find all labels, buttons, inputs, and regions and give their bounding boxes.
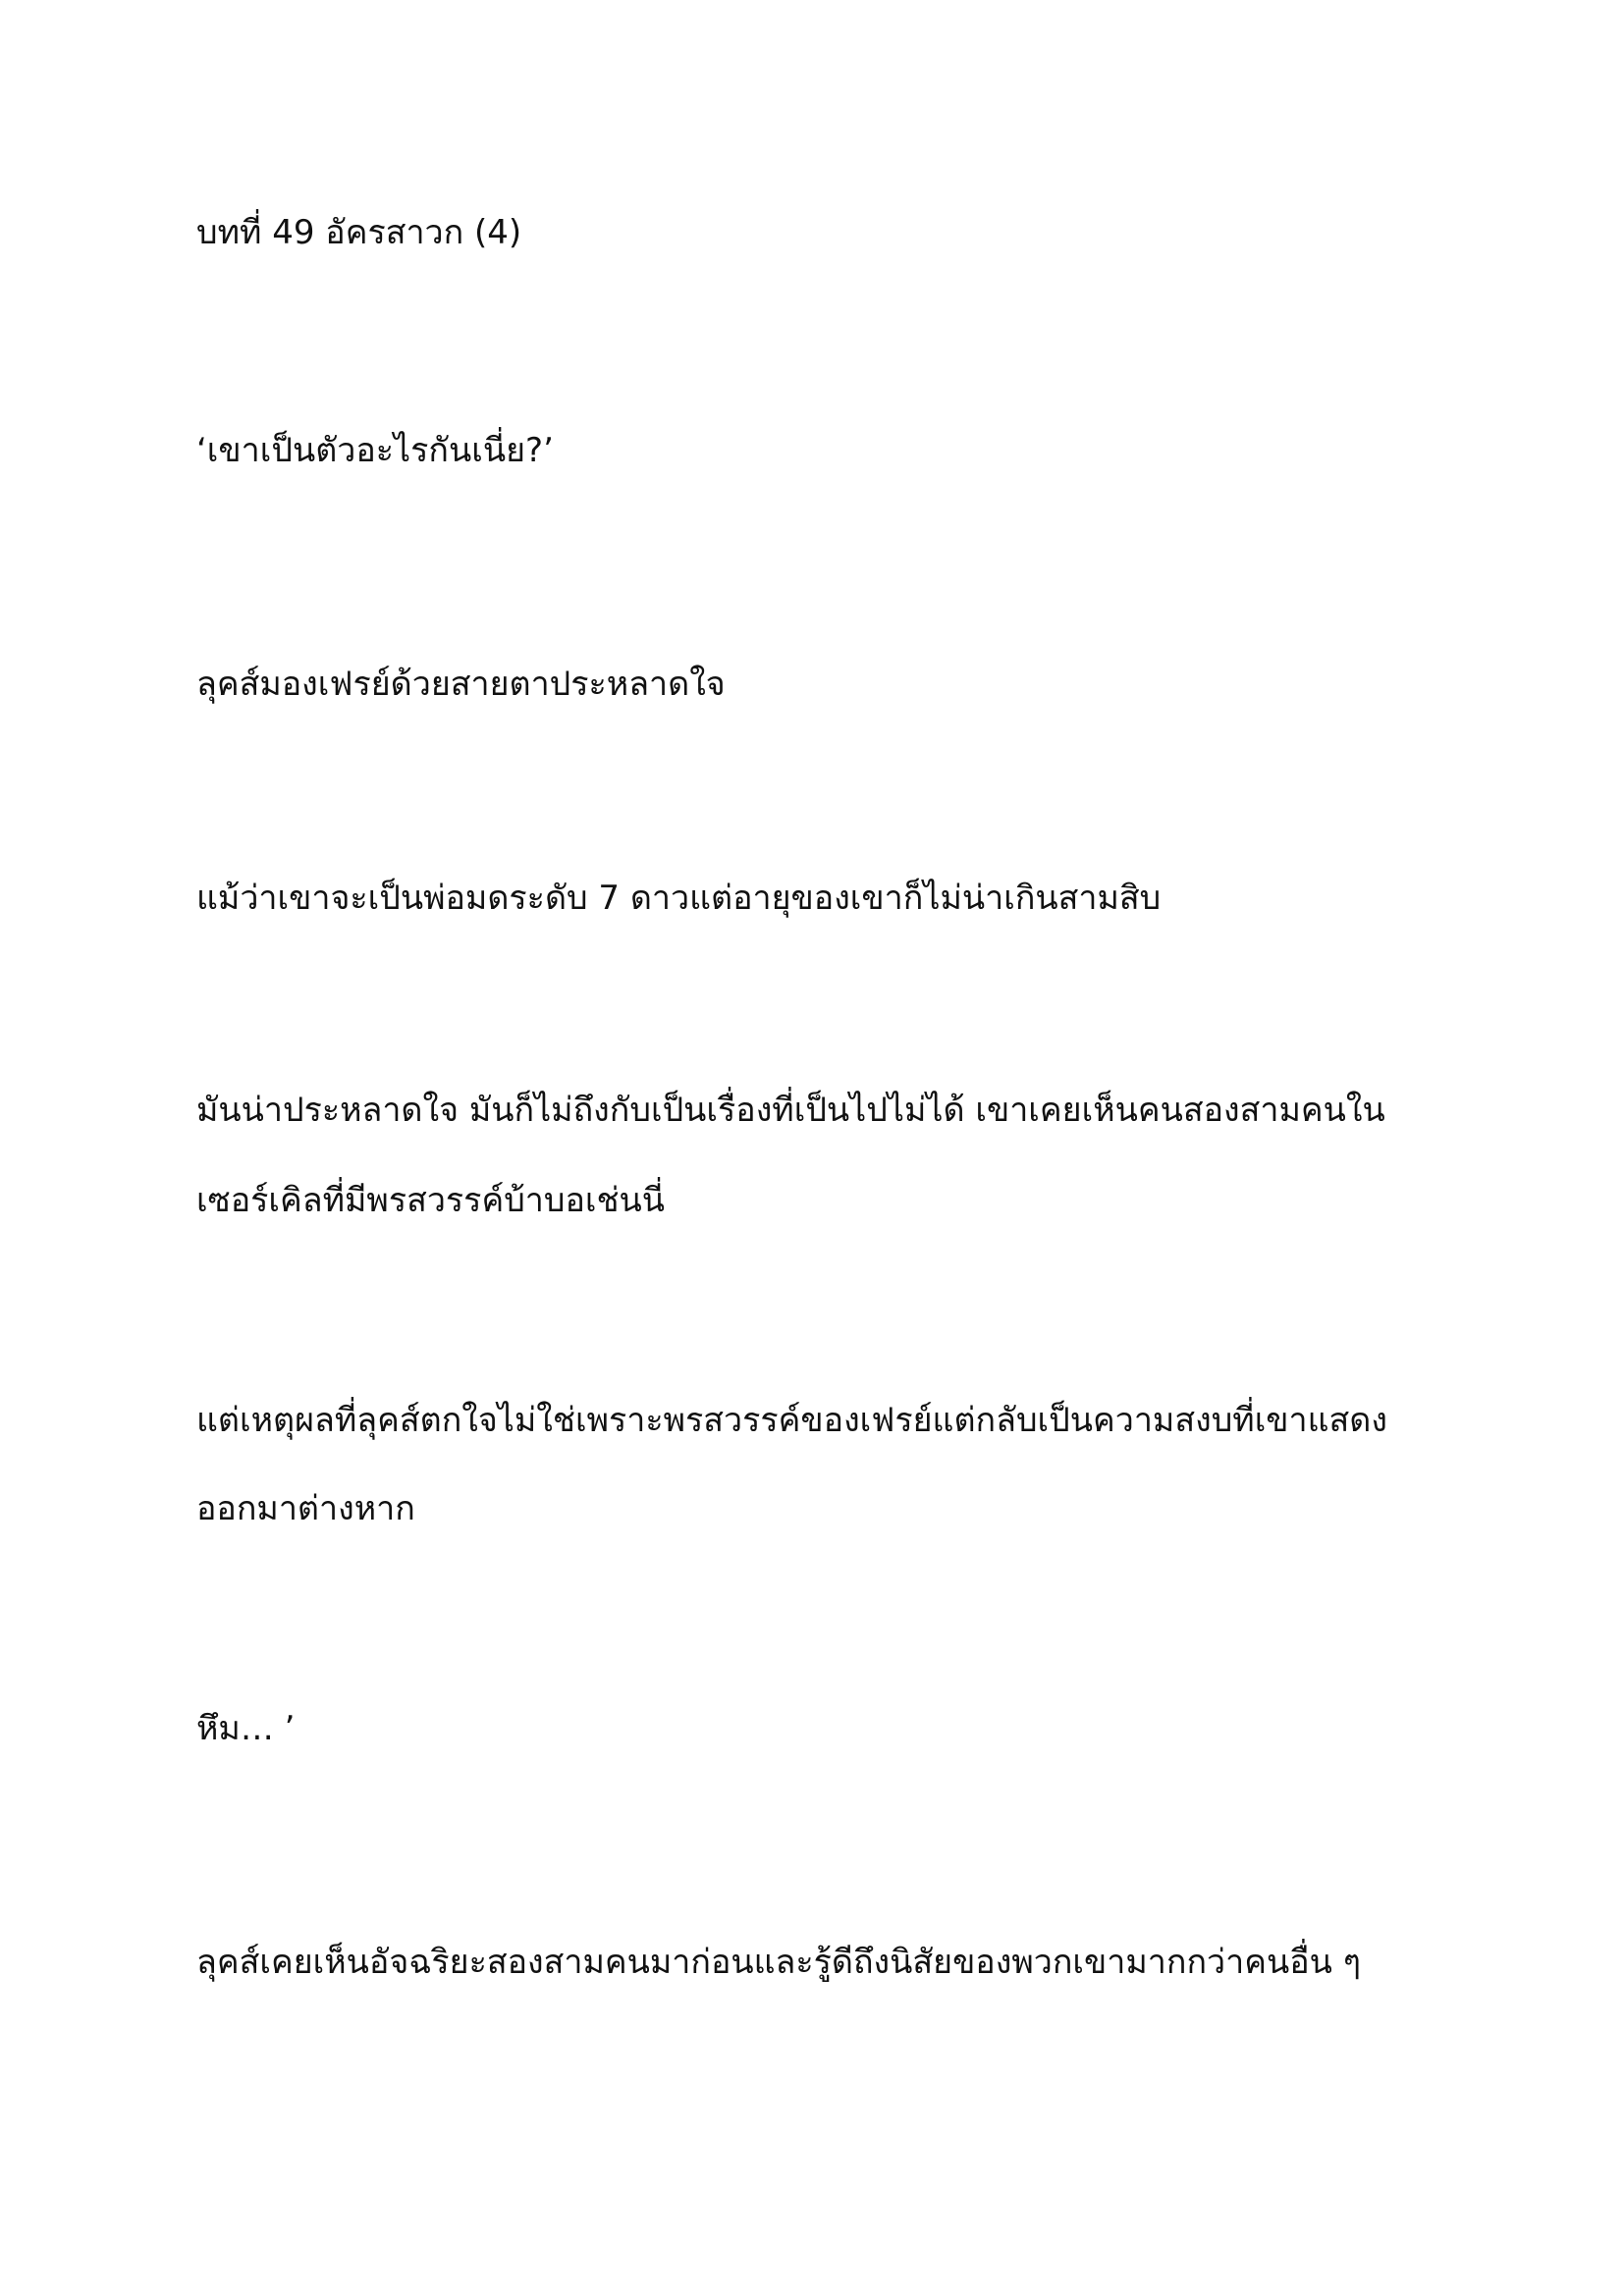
paragraph-line-7: ออกมาต่างหาก bbox=[196, 1489, 415, 1528]
paragraph-line-9: ลุคส์เคยเห็นอัจฉริยะสองสามคนมาก่อนและรู้ดีถึงนิสัยของพวกเขามากกว่าคนอื่น ๆ bbox=[196, 1943, 1361, 1982]
paragraph-line-2: ลุคส์มองเฟรย์ด้วยสายตาประหลาดใจ bbox=[196, 665, 726, 704]
paragraph-line-5: เซอร์เคิลที่มีพรสวรรค์บ้าบอเช่นนี่ bbox=[196, 1181, 666, 1220]
chapter-title: บทที่ 49 อัครสาวก (4) bbox=[196, 213, 522, 252]
paragraph-line-1: ‘เขาเป็นตัวอะไรกันเนี่ย?’ bbox=[196, 431, 554, 470]
paragraph-line-4: มันน่าประหลาดใจ มันก็ไม่ถึงกับเป็นเรื่องที่เป็นไปไม่ได้ เขาเคยเห็นคนสองสามคนใน bbox=[196, 1091, 1385, 1130]
paragraph-line-6: แต่เหตุผลที่ลุคส์ตกใจไม่ใช่เพราะพรสวรรค์ของเฟรย์แต่กลับเป็นความสงบที่เขาแสดง bbox=[196, 1401, 1387, 1440]
paragraph-line-8: หึม… ’ bbox=[196, 1709, 296, 1748]
paragraph-line-3: แม้ว่าเขาจะเป็นพ่อมดระดับ 7 ดาวแต่อายุของเขาก็ไม่น่าเกินสามสิบ bbox=[196, 879, 1162, 918]
